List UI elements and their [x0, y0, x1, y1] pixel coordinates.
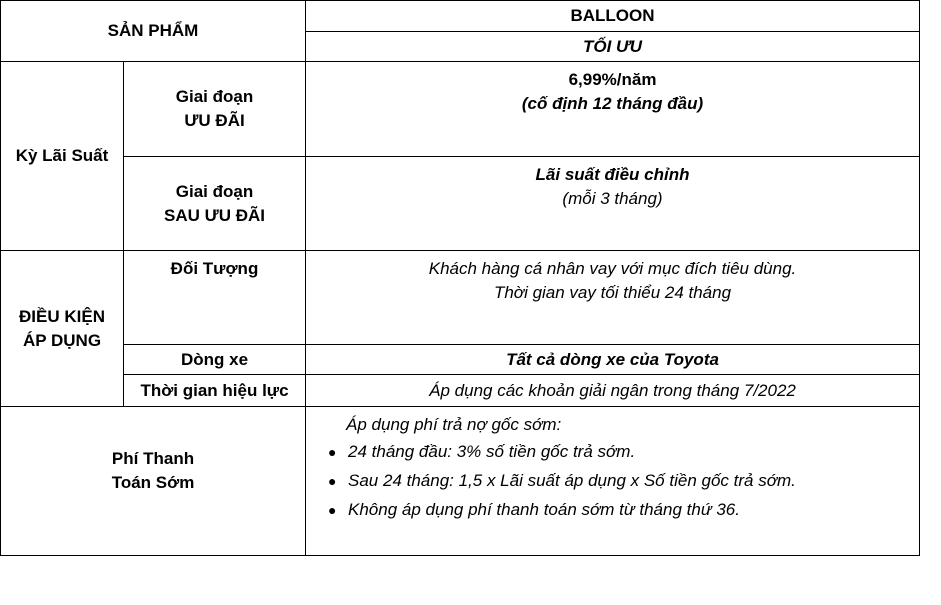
post-promo-value-line1: Lãi suất điều chỉnh	[535, 165, 690, 184]
audience-label: Đối Tượng	[170, 259, 259, 278]
list-item	[328, 440, 913, 464]
bullet-icon: ●	[328, 473, 337, 489]
bullet-icon: ●	[328, 444, 337, 460]
promo-rate-note: (cố định 12 tháng đầu)	[521, 94, 704, 113]
post-promo-label-line2: SAU ƯU ĐÃI	[164, 205, 265, 225]
product-variant: TỐI ƯU	[582, 36, 643, 56]
early-repayment-intro: Áp dụng phí trả nợ gốc sớm:	[346, 415, 562, 434]
promo-value-cell	[306, 62, 920, 157]
header-row-1	[1, 1, 920, 32]
post-promo-value-line2: (mỗi 3 tháng)	[562, 189, 663, 208]
interest-post-promo-row	[1, 157, 920, 251]
product-label: SẢN PHẨM	[107, 21, 199, 40]
post-promo-label-cell	[124, 157, 306, 251]
product-name: BALLOON	[570, 6, 655, 25]
early-repayment-row	[1, 407, 920, 556]
product-name-cell	[306, 1, 920, 32]
validity-value: Áp dụng các khoản giải ngân trong tháng 7/2022	[429, 380, 796, 400]
validity-row	[1, 375, 920, 407]
models-label: Dòng xe	[180, 349, 249, 369]
validity-label-cell	[124, 375, 306, 407]
conditions-group-cell	[1, 251, 124, 407]
early-repayment-value-cell	[306, 407, 920, 556]
product-variant-cell	[306, 32, 920, 62]
conditions-group-label-line2: ÁP DỤNG	[22, 330, 102, 350]
validity-value-cell	[306, 375, 920, 407]
promo-label-cell	[124, 62, 306, 157]
list-item	[328, 498, 913, 522]
models-value: Tất cả dòng xe của Toyota	[506, 349, 719, 369]
interest-group-label: Kỳ Lãi Suất	[15, 146, 109, 165]
post-promo-value-cell	[306, 157, 920, 251]
early-repayment-label-line2: Toán Sớm	[111, 473, 195, 492]
audience-value-cell	[306, 251, 920, 345]
interest-group-cell	[1, 62, 124, 251]
promo-label-line2: ƯU ĐÃI	[184, 111, 245, 130]
early-repayment-list	[328, 440, 913, 522]
promo-rate: 6,99%/năm	[568, 70, 657, 89]
audience-label-cell	[124, 251, 306, 345]
list-item-text: Sau 24 tháng: 1,5 x Lãi suất áp dụng x Số tiền gốc trả sớm.	[348, 471, 796, 490]
models-label-cell	[124, 345, 306, 375]
list-item-text: Không áp dụng phí thanh toán sớm từ tháng thứ 36.	[348, 500, 740, 519]
validity-label: Thời gian hiệu lực	[140, 380, 289, 400]
models-value-cell	[306, 345, 920, 375]
audience-row	[1, 251, 920, 345]
list-item	[328, 469, 913, 493]
audience-value-line1: Khách hàng cá nhân vay với mục đích tiêu dùng.	[428, 259, 797, 278]
early-repayment-label-line1: Phí Thanh	[111, 449, 195, 468]
list-item-text: 24 tháng đầu: 3% số tiền gốc trả sớm.	[348, 442, 636, 461]
audience-value-line2: Thời gian vay tối thiểu 24 tháng	[493, 283, 732, 302]
models-row	[1, 345, 920, 375]
bullet-icon: ●	[328, 502, 337, 518]
conditions-group-label-line1: ĐIỀU KIỆN	[19, 306, 105, 326]
early-repayment-label-cell	[1, 407, 306, 556]
post-promo-label-line1: Giai đoạn	[175, 181, 254, 201]
interest-promo-row	[1, 62, 920, 157]
product-label-cell	[1, 1, 306, 62]
promo-label-line1: Giai đoạn	[175, 87, 254, 106]
